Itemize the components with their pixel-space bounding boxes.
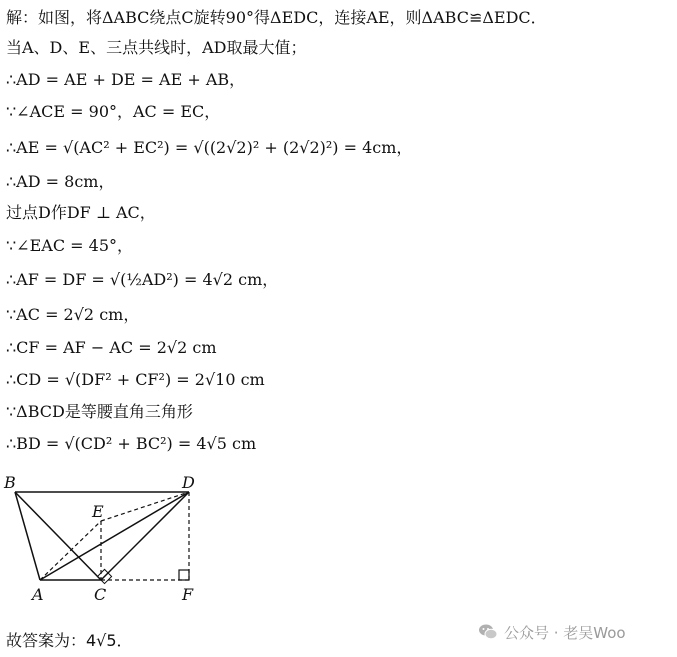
final-answer: 故答案为：4√5． [6,631,133,650]
label-E: E [92,502,104,521]
line-2: 当A、D、E、三点共线时，AD取最大值； [6,38,307,57]
line-6: ∴AD = 8cm， [6,172,115,191]
label-C: C [94,585,107,604]
line-10: ∵AC = 2√2 cm， [6,305,140,324]
line-4: ∵∠ACE = 90°，AC = EC， [6,102,221,121]
line-3: ∴AD = AE + DE = AE + AB， [6,70,246,89]
right-angle-mark-F [179,570,189,580]
line-8: ∵∠EAC = 45°， [6,236,134,255]
label-B: B [4,473,16,492]
line-11: ∴CF = AF − AC = 2√2 cm [6,338,217,357]
line-13: ∵ΔBCD是等腰直角三角形 [6,402,193,421]
segment-ED [101,492,189,521]
wechat-icon [478,623,498,641]
line-12: ∴CD = √(DF² + CF²) = 2√10 cm [6,370,265,389]
label-A: A [32,585,44,604]
line-9: ∴AF = DF = √(½AD²) = 4√2 cm， [6,270,279,289]
label-D: D [182,473,195,492]
line-14: ∴BD = √(CD² + BC²) = 4√5 cm [6,434,257,453]
line-1: 解：如图，将ΔABC绕点C旋转90°得ΔEDC，连接AE，则ΔABC≌ΔEDC． [6,8,547,27]
line-5: ∴AE = √(AC² + EC²) = √((2√2)² + (2√2)²) = 4cm， [6,138,413,157]
line-7: 过点D作DF ⊥ AC， [6,203,156,222]
geometry-figure [0,470,260,610]
label-F: F [182,585,194,604]
watermark [478,622,626,642]
watermark-text: 公众号 · 老吴Woo [504,623,626,642]
